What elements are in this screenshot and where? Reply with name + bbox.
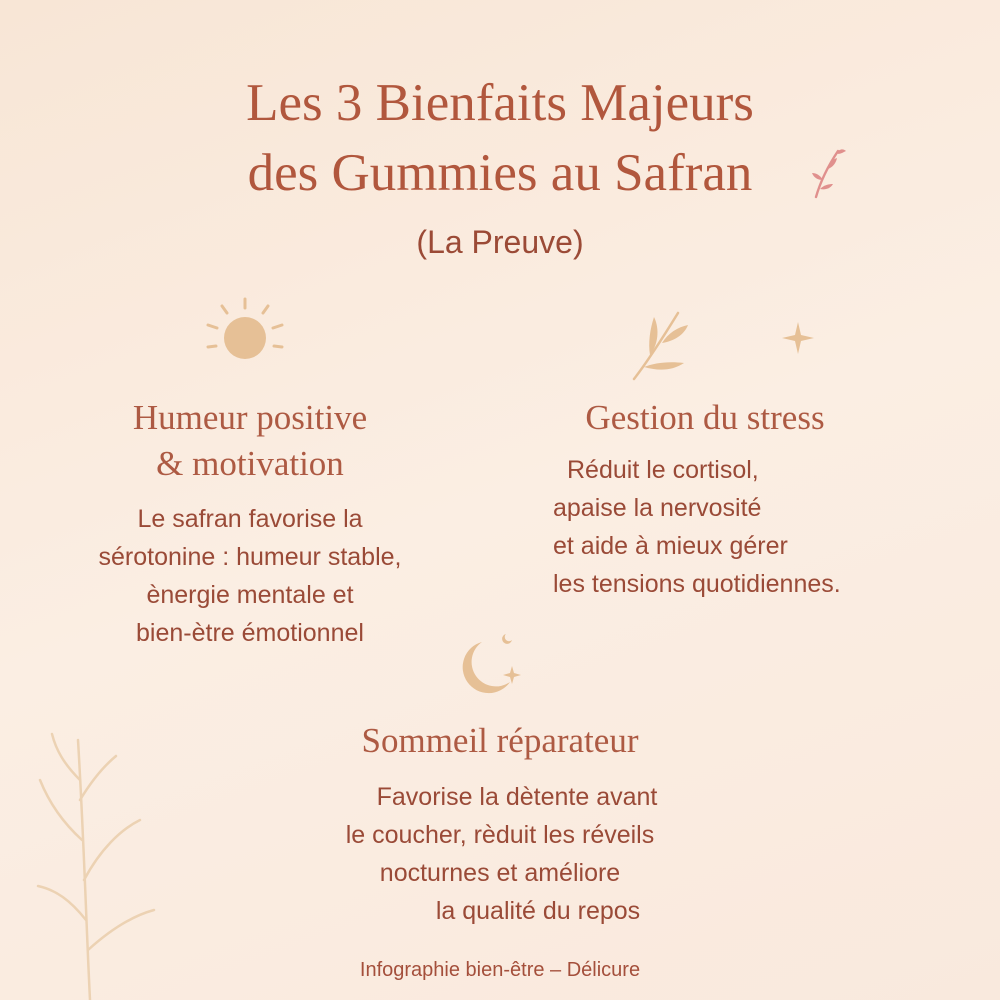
- benefit-sleep-line-2: le coucher, rèduit les réveils: [345, 821, 655, 849]
- benefit-mood-line-1: Le safran favorise la: [137, 505, 363, 533]
- benefit-sleep-line-1: Favorise la dètente avant: [376, 783, 658, 811]
- benefit-sleep-line-4: la qualité du repos: [435, 897, 641, 925]
- page-title: [0, 68, 1000, 208]
- benefit-heading-mood: [70, 395, 430, 487]
- benefit-text-mood: [40, 500, 460, 652]
- benefit-stress-line-3: et aide à mieux gérer: [553, 532, 788, 560]
- benefit-heading-sleep: [270, 718, 730, 764]
- benefit-heading-mood-line-2: & motivation: [156, 444, 344, 483]
- sun-icon: [200, 295, 290, 370]
- moon-icon: [448, 630, 528, 705]
- benefit-text-sleep: [280, 778, 720, 930]
- benefit-stress-line-2: apaise la nervosité: [553, 494, 762, 522]
- title-line-2: des Gummies au Safran: [247, 144, 753, 202]
- title-line-1: Les 3 Bienfaits Majeurs: [246, 74, 754, 132]
- saffron-sprig-icon: [806, 145, 850, 201]
- benefit-mood-line-2: sérotonine : humeur stable,: [98, 543, 402, 571]
- benefit-text-stress: [553, 451, 983, 603]
- leaf-icon: [628, 305, 698, 385]
- benefit-stress-line-4: les tensions quotidiennes.: [553, 570, 841, 598]
- benefit-heading-mood-line-1: Humeur positive: [132, 398, 368, 437]
- benefit-mood-line-4: bien-ètre émotionnel: [136, 619, 364, 647]
- benefit-heading-sleep-line-1: Sommeil réparateur: [361, 721, 639, 760]
- page-subtitle: (La Preuve): [416, 224, 584, 260]
- benefit-sleep-line-3: nocturnes et améliore: [379, 859, 621, 887]
- footer-credit: Infographie bien-être – Délicure: [359, 959, 641, 981]
- benefit-heading-stress: [530, 395, 880, 441]
- benefit-mood-line-3: ènergie mentale et: [146, 581, 354, 609]
- sparkle-icon: [780, 320, 816, 356]
- benefit-heading-stress-line-1: Gestion du stress: [585, 398, 825, 437]
- benefit-stress-line-1: Réduit le cortisol,: [567, 456, 759, 484]
